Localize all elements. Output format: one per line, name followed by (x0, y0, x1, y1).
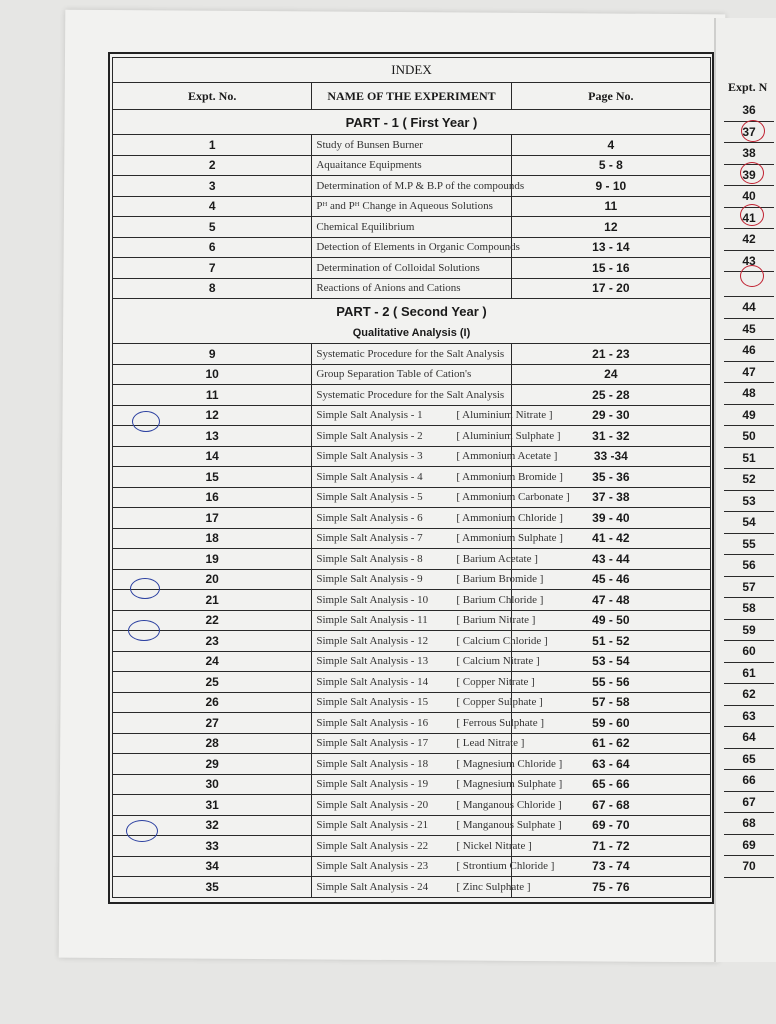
expt-number: 14 (113, 446, 312, 467)
page-number: 11 (511, 196, 710, 217)
page-number: 49 - 50 (511, 610, 710, 631)
page-number: 29 - 30 (511, 405, 710, 426)
salt-name: [ Barium Nitrate ] (456, 614, 536, 627)
experiment-name: Chemical Equilibrium (316, 220, 415, 233)
page-number: 63 - 64 (511, 754, 710, 775)
expt-number: 35 (113, 877, 312, 898)
header-page-no: Page No. (511, 83, 710, 110)
experiment-name: Simple Salt Analysis - 24 (316, 880, 429, 893)
next-page-row (724, 619, 774, 641)
page-number: 53 - 54 (511, 651, 710, 672)
experiment-name: Simple Salt Analysis - 6 (316, 511, 423, 524)
page-number: 75 - 76 (511, 877, 710, 898)
next-page-row (724, 576, 774, 598)
experiment-name-cell (312, 487, 570, 508)
part2-subheading-row (113, 323, 711, 344)
next-page-row (724, 684, 774, 706)
experiment-name-cell (312, 135, 511, 156)
next-page-row (724, 100, 774, 121)
salt-name: [ Barium Chloride ] (456, 593, 544, 606)
salt-name: [ Calcium Chloride ] (456, 634, 548, 647)
next-page-row (724, 340, 774, 362)
page-number: 33 -34 (511, 446, 710, 467)
page-number: 61 - 62 (511, 733, 710, 754)
part1-heading-row (113, 110, 711, 135)
index-title-row (113, 58, 711, 83)
next-page-row (724, 318, 774, 340)
experiment-name: Simple Salt Analysis - 1 (316, 409, 423, 422)
page-number: 71 - 72 (511, 836, 710, 857)
page-number: 12 (511, 217, 710, 238)
table-row (113, 856, 711, 877)
experiment-name-cell (312, 877, 531, 898)
page-number: 31 - 32 (511, 426, 710, 447)
table-row (113, 795, 711, 816)
next-page-expt-number: 40 (724, 186, 774, 208)
salt-name: [ Ferrous Sulphate ] (456, 716, 545, 729)
experiment-name: Simple Salt Analysis - 7 (316, 532, 423, 545)
experiment-name: Systematic Procedure for the Salt Analysis (316, 388, 505, 401)
experiment-name-cell (312, 467, 563, 488)
next-page-row (724, 791, 774, 813)
table-row (113, 344, 711, 365)
expt-number: 9 (113, 344, 312, 365)
next-page-header: Expt. N (728, 80, 768, 94)
experiment-name: Aquaitance Equipments (316, 159, 422, 172)
index-table (112, 57, 711, 898)
experiment-name: Simple Salt Analysis - 16 (316, 716, 429, 729)
table-row (113, 258, 711, 279)
next-page-expt-number: 49 (724, 404, 774, 426)
experiment-name-cell (312, 364, 511, 385)
page-number: 67 - 68 (511, 795, 710, 816)
experiment-name: Group Separation Table of Cation's (316, 368, 472, 381)
experiment-name: Simple Salt Analysis - 5 (316, 491, 423, 504)
experiment-name-cell (312, 733, 525, 754)
expt-number: 26 (113, 692, 312, 713)
salt-name: [ Barium Bromide ] (456, 573, 544, 586)
page-number: 37 - 38 (511, 487, 710, 508)
next-page-row (724, 770, 774, 792)
next-page-expt-number: 68 (724, 813, 774, 835)
expt-number: 27 (113, 713, 312, 734)
experiment-name: Simple Salt Analysis - 14 (316, 675, 429, 688)
part2-heading: PART - 2 ( Second Year ) (113, 299, 711, 324)
salt-name: [ Ammonium Acetate ] (456, 450, 558, 463)
table-row (113, 385, 711, 406)
table-row (113, 877, 711, 898)
next-page-expt-number: 70 (724, 856, 774, 878)
page-number: 24 (511, 364, 710, 385)
table-row (113, 610, 711, 631)
page-number: 17 - 20 (511, 278, 710, 299)
page-number: 59 - 60 (511, 713, 710, 734)
table-row (113, 217, 711, 238)
next-page-row (724, 705, 774, 727)
experiment-name: Determination of Colloidal Solutions (316, 261, 480, 274)
next-page-row (724, 404, 774, 426)
expt-number: 28 (113, 733, 312, 754)
salt-name: [ Manganous Chloride ] (456, 798, 562, 811)
next-page-expt-number: 42 (724, 229, 774, 251)
table-row (113, 405, 711, 426)
next-page-expt-number: 60 (724, 641, 774, 663)
next-page-expt-number: 59 (724, 619, 774, 641)
table-row (113, 508, 711, 529)
pen-circle (130, 578, 160, 599)
page-number: 55 - 56 (511, 672, 710, 693)
next-page-row (724, 143, 774, 165)
experiment-name: Simple Salt Analysis - 18 (316, 757, 429, 770)
salt-name: [ Copper Sulphate ] (456, 696, 543, 709)
salt-name: [ Nickel Nitrate ] (456, 839, 532, 852)
experiment-name-cell (312, 754, 563, 775)
salt-name: [ Barium Acetate ] (456, 552, 538, 565)
next-page-expt-number: 69 (724, 834, 774, 856)
next-page-expt-number: 46 (724, 340, 774, 362)
salt-name: [ Ammonium Sulphate ] (456, 532, 563, 545)
next-page-row (724, 533, 774, 555)
next-page-expt-number: 61 (724, 662, 774, 684)
salt-name: [ Aluminium Sulphate ] (456, 429, 561, 442)
page-number: 13 - 14 (511, 237, 710, 258)
page-number: 35 - 36 (511, 467, 710, 488)
experiment-name: Simple Salt Analysis - 13 (316, 655, 429, 668)
next-page-expt-number: 43 (724, 250, 774, 272)
page-number: 25 - 28 (511, 385, 710, 406)
pen-circle (132, 411, 160, 432)
table-row (113, 426, 711, 447)
table-row (113, 569, 711, 590)
experiment-name: Simple Salt Analysis - 8 (316, 552, 423, 565)
next-page-row (724, 297, 774, 319)
experiment-name-cell (312, 631, 548, 652)
next-page-row (724, 426, 774, 448)
expt-number: 32 (113, 815, 312, 836)
expt-number: 15 (113, 467, 312, 488)
table-row (113, 135, 711, 156)
experiment-name: Determination of M.P & B.P of the compounds (316, 179, 525, 192)
experiment-name-cell (312, 692, 543, 713)
next-page-row (724, 555, 774, 577)
next-page-expt-number: 64 (724, 727, 774, 749)
expt-number: 3 (113, 176, 312, 197)
experiment-name: Simple Salt Analysis - 9 (316, 573, 423, 586)
expt-number: 12 (113, 405, 312, 426)
part2-heading-row (113, 299, 711, 324)
experiment-name-cell (312, 237, 520, 258)
next-page-expt-number: 52 (724, 469, 774, 491)
next-page-expt-number: 44 (724, 297, 774, 319)
expt-number: 1 (113, 135, 312, 156)
experiment-name: Simple Salt Analysis - 2 (316, 429, 423, 442)
page-number: 41 - 42 (511, 528, 710, 549)
table-row (113, 692, 711, 713)
experiment-name-cell (312, 528, 563, 549)
index-title: INDEX (113, 58, 711, 83)
expt-number: 6 (113, 237, 312, 258)
page-number: 43 - 44 (511, 549, 710, 570)
next-page-row (724, 229, 774, 251)
next-page-row (724, 641, 774, 663)
expt-number: 19 (113, 549, 312, 570)
page-number: 15 - 16 (511, 258, 710, 279)
expt-number: 29 (113, 754, 312, 775)
next-page-expt-number: 47 (724, 361, 774, 383)
next-page-row (724, 447, 774, 469)
table-row (113, 446, 711, 467)
expt-number: 23 (113, 631, 312, 652)
experiment-name-cell (312, 446, 558, 467)
experiment-name-cell (312, 774, 563, 795)
expt-number: 13 (113, 426, 312, 447)
salt-name: [ Copper Nitrate ] (456, 675, 535, 688)
expt-number: 2 (113, 155, 312, 176)
header-row (113, 83, 711, 110)
table-row (113, 487, 711, 508)
page-number: 57 - 58 (511, 692, 710, 713)
next-page-row (724, 727, 774, 749)
table-row (113, 196, 711, 217)
table-row (113, 672, 711, 693)
experiment-name-cell (312, 836, 532, 857)
table-row (113, 155, 711, 176)
page-number: 65 - 66 (511, 774, 710, 795)
expt-number: 33 (113, 836, 312, 857)
next-page-expt-number: 56 (724, 555, 774, 577)
experiment-name-cell (312, 258, 511, 279)
table-row (113, 278, 711, 299)
next-page-row (724, 662, 774, 684)
page-number: 73 - 74 (511, 856, 710, 877)
table-row (113, 713, 711, 734)
salt-name: [ Lead Nitrate ] (456, 737, 525, 750)
page-number: 47 - 48 (511, 590, 710, 611)
expt-number: 11 (113, 385, 312, 406)
pen-circle (128, 620, 160, 641)
salt-name: [ Zinc Sulphate ] (456, 880, 531, 893)
expt-number: 22 (113, 610, 312, 631)
experiment-name-cell (312, 196, 511, 217)
next-page-row (724, 856, 774, 878)
salt-name: [ Ammonium Chloride ] (456, 511, 563, 524)
experiment-name-cell (312, 405, 553, 426)
next-page-expt-number: 50 (724, 426, 774, 448)
page-number: 4 (511, 135, 710, 156)
next-page-expt-number: 48 (724, 383, 774, 405)
expt-number: 34 (113, 856, 312, 877)
next-page-expt-number: 45 (724, 318, 774, 340)
next-page-row (724, 598, 774, 620)
next-page-row (724, 490, 774, 512)
table-row (113, 237, 711, 258)
page-number: 5 - 8 (511, 155, 710, 176)
experiment-name: Simple Salt Analysis - 10 (316, 593, 429, 606)
experiment-name: Simple Salt Analysis - 17 (316, 737, 429, 750)
experiment-name: Simple Salt Analysis - 3 (316, 450, 423, 463)
experiment-name-cell (312, 508, 563, 529)
header-name: NAME OF THE EXPERIMENT (312, 83, 511, 110)
expt-number: 25 (113, 672, 312, 693)
table-row (113, 528, 711, 549)
salt-name: [ Strontium Chloride ] (456, 860, 555, 873)
pen-circle (126, 820, 158, 842)
experiment-name: Simple Salt Analysis - 23 (316, 860, 429, 873)
next-page-expt-number: 39 (724, 164, 774, 186)
table-row (113, 651, 711, 672)
next-page-expt-number: 41 (724, 207, 774, 229)
part1-heading: PART - 1 ( First Year ) (113, 110, 711, 135)
salt-name: [ Magnesium Sulphate ] (456, 778, 563, 791)
experiment-name-cell (312, 610, 536, 631)
pen-circle-red (740, 204, 764, 226)
expt-number: 17 (113, 508, 312, 529)
experiment-name: Reactions of Anions and Cations (316, 282, 461, 295)
page-number: 45 - 46 (511, 569, 710, 590)
next-page-row (724, 813, 774, 835)
expt-number: 30 (113, 774, 312, 795)
experiment-name: Simple Salt Analysis - 4 (316, 470, 423, 483)
pen-circle-red (741, 120, 765, 142)
table-row (113, 815, 711, 836)
experiment-name: Systematic Procedure for the Salt Analysis (316, 347, 505, 360)
salt-name: [ Ammonium Bromide ] (456, 470, 563, 483)
next-page-expt-number: 53 (724, 490, 774, 512)
expt-number: 10 (113, 364, 312, 385)
table-row (113, 631, 711, 652)
experiment-name: Simple Salt Analysis - 20 (316, 798, 429, 811)
salt-name: [ Magnesium Chloride ] (456, 757, 563, 770)
experiment-name-cell (312, 155, 511, 176)
experiment-name: Simple Salt Analysis - 21 (316, 819, 429, 832)
next-page-row (724, 748, 774, 770)
table-row (113, 774, 711, 795)
table-row (113, 176, 711, 197)
next-page-row (724, 834, 774, 856)
pen-circle-red (740, 162, 764, 184)
expt-number: 21 (113, 590, 312, 611)
table-row (113, 364, 711, 385)
expt-number: 16 (113, 487, 312, 508)
experiment-name-cell (312, 795, 562, 816)
next-page-expt-number: 63 (724, 705, 774, 727)
page-number: 51 - 52 (511, 631, 710, 652)
salt-name: [ Ammonium Carbonate ] (456, 491, 570, 504)
experiment-name-cell (312, 651, 540, 672)
expt-number: 7 (113, 258, 312, 279)
next-page-row (724, 361, 774, 383)
experiment-name-cell (312, 426, 561, 447)
experiment-name-cell (312, 344, 511, 365)
page-number: 69 - 70 (511, 815, 710, 836)
experiment-name: Simple Salt Analysis - 12 (316, 634, 429, 647)
next-page-expt-number: 67 (724, 791, 774, 813)
next-page-expt-number: 62 (724, 684, 774, 706)
table-row (113, 467, 711, 488)
expt-number: 20 (113, 569, 312, 590)
experiment-name-cell (312, 815, 562, 836)
experiment-name: Simple Salt Analysis - 19 (316, 778, 429, 791)
next-page-row (724, 383, 774, 405)
page-number: 21 - 23 (511, 344, 710, 365)
expt-number: 5 (113, 217, 312, 238)
experiment-name: Study of Bunsen Burner (316, 138, 423, 151)
experiment-name: Simple Salt Analysis - 11 (316, 614, 428, 627)
next-page-expt-number: 57 (724, 576, 774, 598)
experiment-name-cell (312, 176, 525, 197)
experiment-name-cell (312, 590, 544, 611)
next-page-expt-number: 38 (724, 143, 774, 165)
next-page-expt-number: 36 (724, 100, 774, 121)
page-number: 9 - 10 (511, 176, 710, 197)
experiment-name-cell (312, 713, 545, 734)
next-page-expt-number: 58 (724, 598, 774, 620)
salt-name: [ Aluminium Nitrate ] (456, 409, 553, 422)
experiment-name-cell (312, 569, 544, 590)
salt-name: [ Manganous Sulphate ] (456, 819, 562, 832)
experiment-name-cell (312, 385, 511, 406)
next-page-expt-number: 55 (724, 533, 774, 555)
experiment-name-cell (312, 549, 538, 570)
next-page-expt-number: 54 (724, 512, 774, 534)
table-row (113, 836, 711, 857)
expt-number: 24 (113, 651, 312, 672)
experiment-name: Simple Salt Analysis - 22 (316, 839, 429, 852)
table-row (113, 590, 711, 611)
expt-number: 31 (113, 795, 312, 816)
part2-subheading: Qualitative Analysis (I) (113, 323, 711, 344)
experiment-name-cell (312, 672, 535, 693)
experiment-name: Pᴴ and Pᴴ Change in Aqueous Solutions (316, 200, 493, 213)
page-number: 39 - 40 (511, 508, 710, 529)
next-page-expt-number: 66 (724, 770, 774, 792)
experiment-name: Detection of Elements in Organic Compounds (316, 241, 520, 254)
table-row (113, 733, 711, 754)
expt-number: 4 (113, 196, 312, 217)
pen-circle-red (740, 265, 764, 287)
next-page-expt-number: 37 (724, 121, 774, 143)
next-page-row (724, 469, 774, 491)
expt-number: 18 (113, 528, 312, 549)
table-row (113, 549, 711, 570)
salt-name: [ Calcium Nitrate ] (456, 655, 540, 668)
experiment-name: Simple Salt Analysis - 15 (316, 696, 429, 709)
table-row (113, 754, 711, 775)
header-expt-no: Expt. No. (113, 83, 312, 110)
next-page-expt-number: 65 (724, 748, 774, 770)
next-page-expt-number: 51 (724, 447, 774, 469)
experiment-name-cell (312, 278, 511, 299)
experiment-name-cell (312, 856, 555, 877)
next-page-row (724, 512, 774, 534)
experiment-name-cell (312, 217, 511, 238)
expt-number: 8 (113, 278, 312, 299)
